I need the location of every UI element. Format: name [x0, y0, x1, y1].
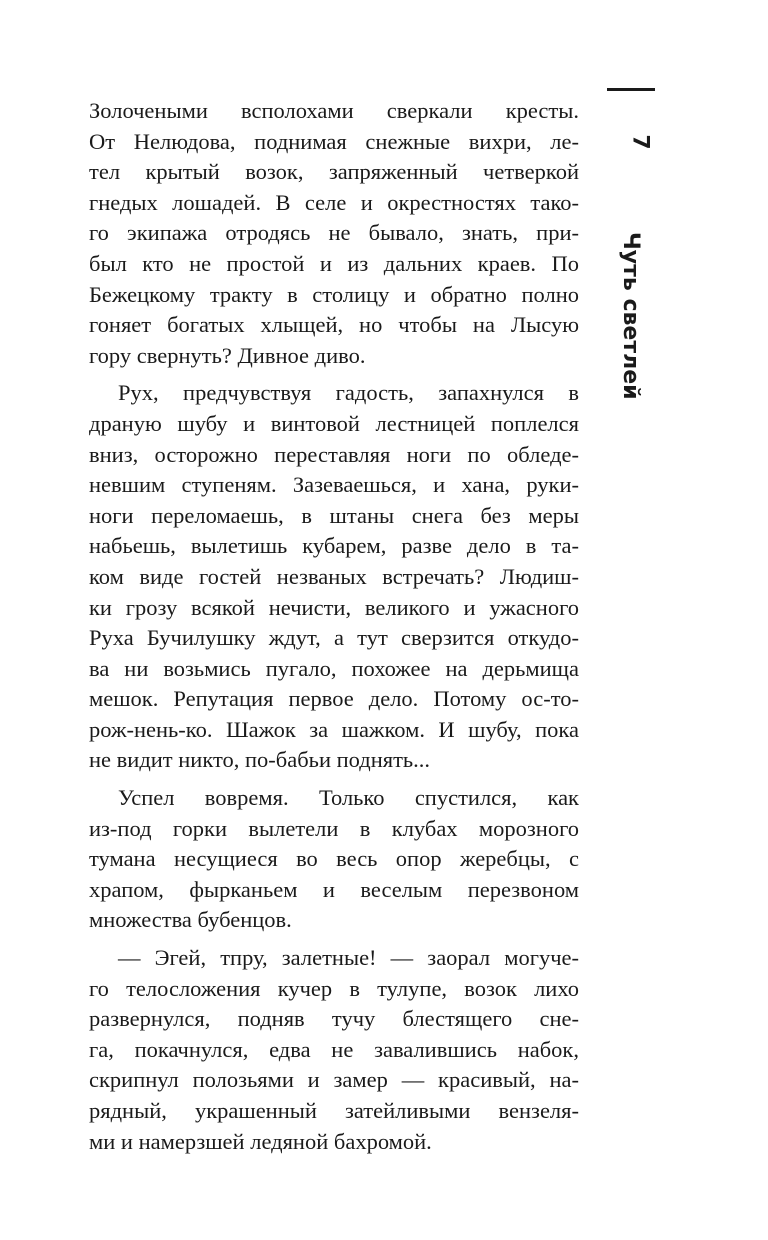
- paragraph: [89, 378, 579, 776]
- text-line: вниз, осторожно переставляя ноги по обледе-: [89, 441, 579, 467]
- text-line: набьешь, вылетишь кубарем, разве дело в та-: [89, 533, 579, 559]
- text-line: ва ни возьмись пугало, похожее на дерьмища: [89, 655, 579, 681]
- text-line: тел крытый возок, запряженный четверкой: [89, 159, 579, 185]
- text-line: го экипажа отродясь не бывало, знать, при-: [89, 220, 579, 246]
- text-line: из-под горки вылетели в клубах морозного: [89, 815, 579, 841]
- text-line: гору свернуть? Дивное диво.: [89, 342, 366, 368]
- paragraph: [89, 96, 579, 371]
- text-line: невшим ступеням. Зазеваешься, и хана, руки-: [89, 472, 579, 498]
- text-line: гоняет богатых хлыщей, но чтобы на Лысую: [89, 312, 579, 338]
- text-line: рож-нень-ко. Шажок за шажком. И шубу, пока: [89, 716, 579, 742]
- text-line: ком виде гостей незваных встречать? Людиш-: [89, 563, 579, 589]
- body-text: [89, 96, 579, 1157]
- page-number: 7: [627, 134, 653, 150]
- text-line: ми и намерзшей ледяной бахромой.: [89, 1128, 432, 1154]
- text-line: драную шубу и винтовой лестницей поплелся: [89, 410, 579, 436]
- text-line: го телосложения кучер в тулупе, возок лихо: [89, 975, 579, 1001]
- text-line: скрипнул полозьями и замер — красивый, на-: [89, 1067, 579, 1093]
- text-line: мешок. Репутация первое дело. Потому ос-то-: [89, 686, 579, 712]
- paragraph: [89, 783, 579, 936]
- text-line: не видит никто, по-бабьи поднять...: [89, 747, 431, 773]
- text-line: тумана несущиеся во весь опор жеребцы, с: [89, 846, 579, 872]
- text-line: храпом, фырканьем и веселым перезвоном: [89, 876, 579, 902]
- text-line: Рух, предчувствуя гадость, запахнулся в: [118, 380, 579, 406]
- header-rule: [607, 88, 655, 91]
- text-line: был кто не простой и из дальних краев. По: [89, 250, 579, 276]
- text-line: Бежецкому тракту в столицу и обратно полно: [89, 281, 579, 307]
- text-line: Руха Бучилушку ждут, а тут сверзится откудо-: [89, 625, 579, 651]
- text-line: Успел вовремя. Только спустился, как: [118, 785, 579, 811]
- text-line: Золочеными всполохами сверкали кресты.: [89, 98, 579, 123]
- text-line: рядный, украшенный затейливыми вензеля-: [89, 1098, 579, 1123]
- text-line: га, покачнулся, едва не завалившись набок,: [89, 1036, 579, 1062]
- text-line: От Нелюдова, поднимая снежные вихри, ле-: [89, 128, 579, 154]
- paragraph: [89, 943, 579, 1157]
- text-line: ноги переломаешь, в штаны снега без меры: [89, 502, 579, 528]
- text-line: ки грозу всякой нечисти, великого и ужасного: [89, 594, 579, 620]
- text-line: гнедых лошадей. В селе и окрестностях тако-: [89, 189, 579, 215]
- running-head-title: Чуть светлей: [618, 232, 643, 400]
- text-line: — Эгей, тпру, залетные! — заорал могуче-: [118, 945, 579, 971]
- text-line: множества бубенцов.: [89, 907, 292, 933]
- text-line: развернулся, подняв тучу блестящего сне-: [89, 1006, 579, 1032]
